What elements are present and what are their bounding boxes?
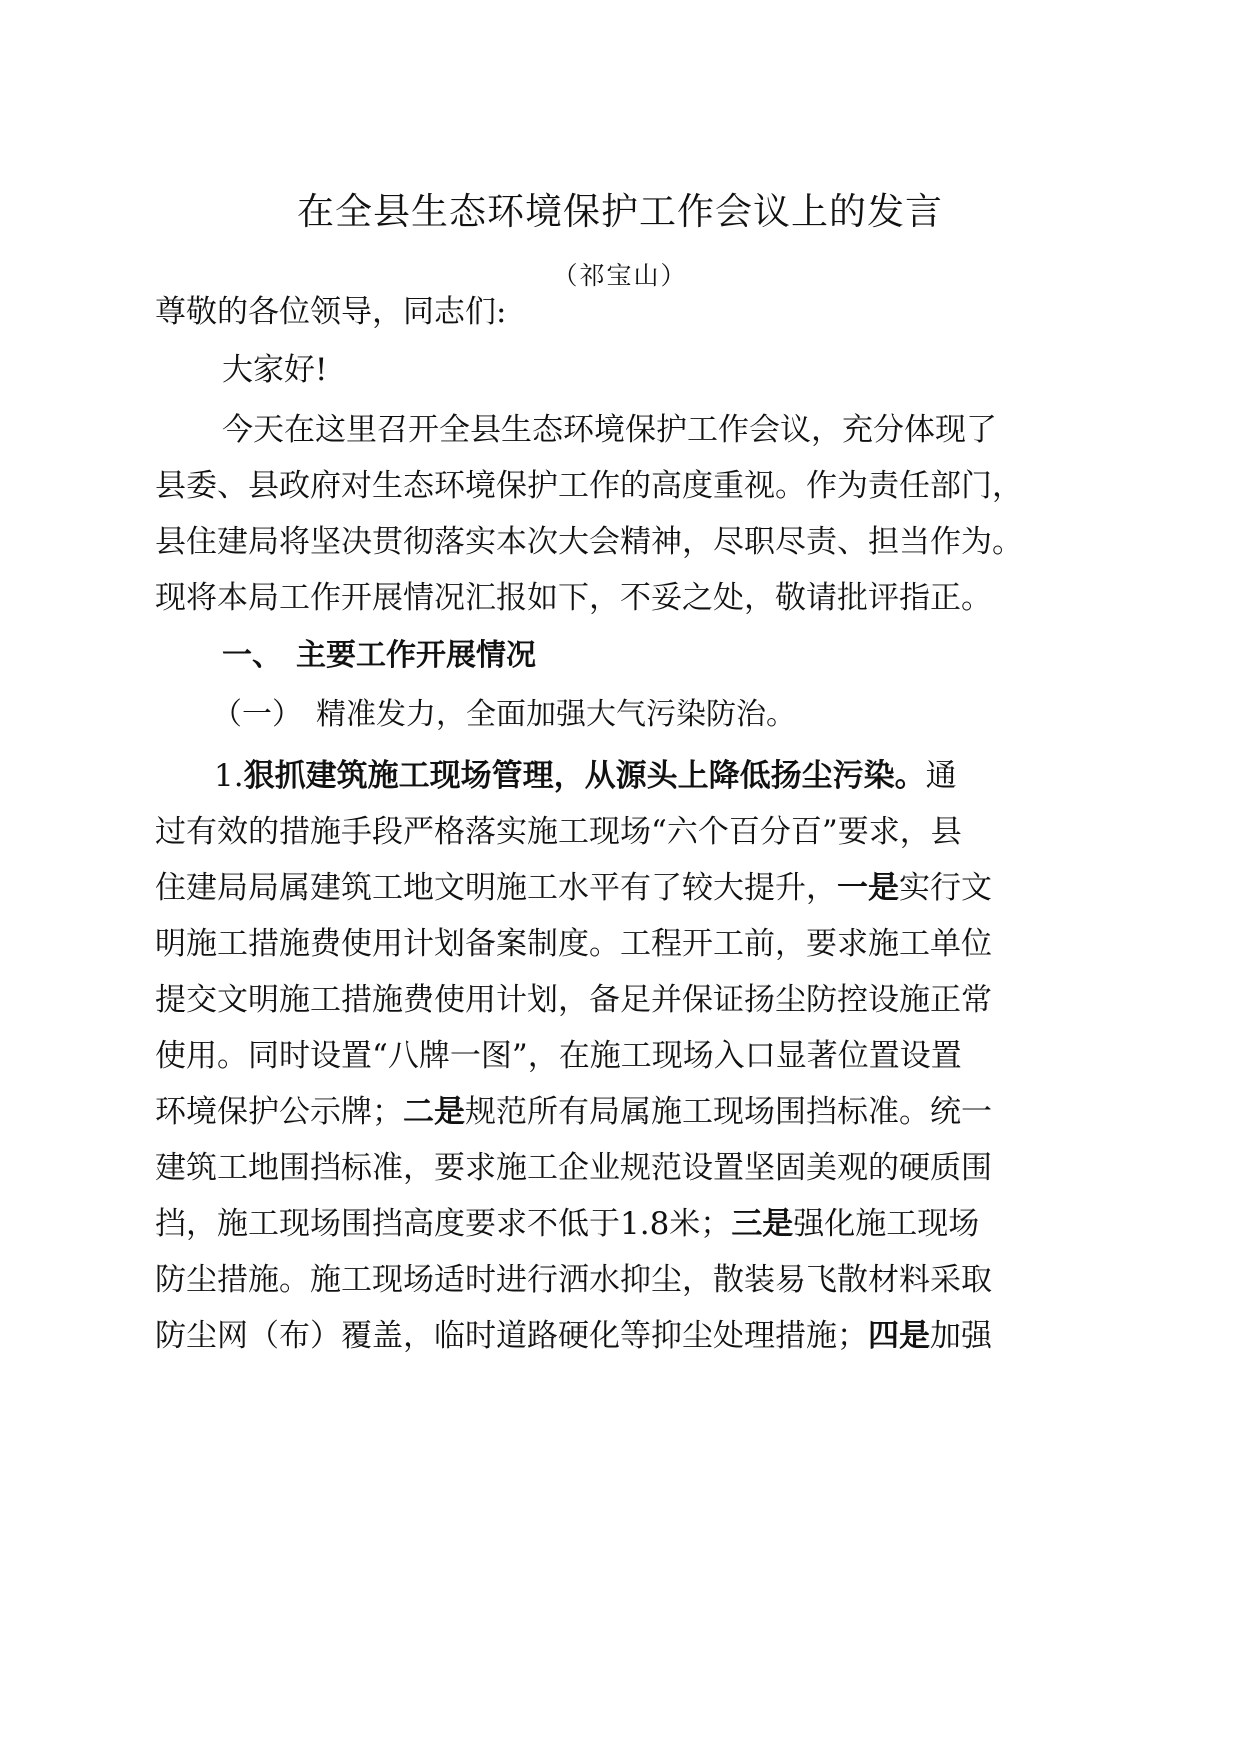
section-title: 主要工作开展情况 (296, 638, 536, 673)
intro-line-2: 县委、县政府对生态环境保护工作的高度重视。作为责任部门， (155, 468, 1023, 504)
item-1-line-6-tail: 规范所有局属施工现场围挡标准。统一 (465, 1094, 992, 1130)
marker-si-shi: 四是 (868, 1318, 930, 1354)
item-1-line-10 (155, 1314, 992, 1358)
document-title: 在全县生态环境保护工作会议上的发言 (297, 190, 943, 233)
item-1-line-10-tail: 加强 (930, 1318, 992, 1354)
section-number: 一、 (222, 638, 282, 673)
salutation: 尊敬的各位领导，同志们: (155, 294, 507, 330)
item-1-line-4: 提交文明施工措施费使用计划，备足并保证扬尘防控设施正常 (155, 982, 992, 1018)
document-author: （祁宝山） (552, 261, 688, 290)
item-first-line-tail: 通 (925, 758, 957, 794)
item-number: 1. (214, 758, 244, 794)
item-1-first-line (214, 754, 957, 798)
intro-line-4: 现将本局工作开展情况汇报如下，不妥之处，敬请批评指正。 (155, 580, 992, 616)
item-1-line-5: 使用。同时设置“八牌一图”，在施工现场入口显著位置设置 (155, 1038, 962, 1074)
item-1-line-7: 建筑工地围挡标准，要求施工企业规范设置坚固美观的硬质围 (155, 1150, 992, 1186)
item-1-line-3: 明施工措施费使用计划备案制度。工程开工前，要求施工单位 (155, 926, 992, 962)
marker-yi-shi: 一是 (837, 870, 899, 906)
subsection-heading-1 (212, 693, 796, 737)
item-1-line-8-text: 挡，施工现场围挡高度要求不低于1.8米； (155, 1206, 732, 1242)
item-heading: 狠抓建筑施工现场管理，从源头上降低扬尘污染。 (243, 758, 926, 794)
marker-san-shi: 三是 (731, 1206, 794, 1242)
greeting: 大家好! (222, 352, 328, 388)
item-1-line-6 (155, 1090, 992, 1134)
subsection-number: （一） (212, 697, 302, 732)
item-1-line-2 (155, 866, 992, 910)
item-1-line-9: 防尘措施。施工现场适时进行洒水抑尘，散装易飞散材料采取 (155, 1262, 992, 1298)
item-1-line-6-text: 环境保护公示牌； (155, 1094, 403, 1130)
item-1-line-2-text: 住建局局属建筑工地文明施工水平有了较大提升， (155, 870, 837, 906)
intro-line-1: 今天在这里召开全县生态环境保护工作会议，充分体现了 (222, 412, 997, 448)
item-1-line-8 (155, 1202, 979, 1246)
intro-line-3: 县住建局将坚决贯彻落实本次大会精神，尽职尽责、担当作为。 (155, 524, 1023, 560)
item-1-line-8-tail: 强化施工现场 (793, 1206, 980, 1242)
marker-er-shi: 二是 (403, 1094, 465, 1130)
item-1-line-10-text: 防尘网（布）覆盖，临时道路硬化等抑尘处理措施； (155, 1318, 868, 1354)
item-1-line-1: 过有效的措施手段严格落实施工现场“六个百分百”要求，县 (155, 814, 962, 850)
item-1-line-2-tail: 实行文 (899, 870, 992, 906)
subsection-title: 精准发力，全面加强大气污染防治。 (316, 697, 796, 732)
section-heading-1 (222, 634, 536, 678)
